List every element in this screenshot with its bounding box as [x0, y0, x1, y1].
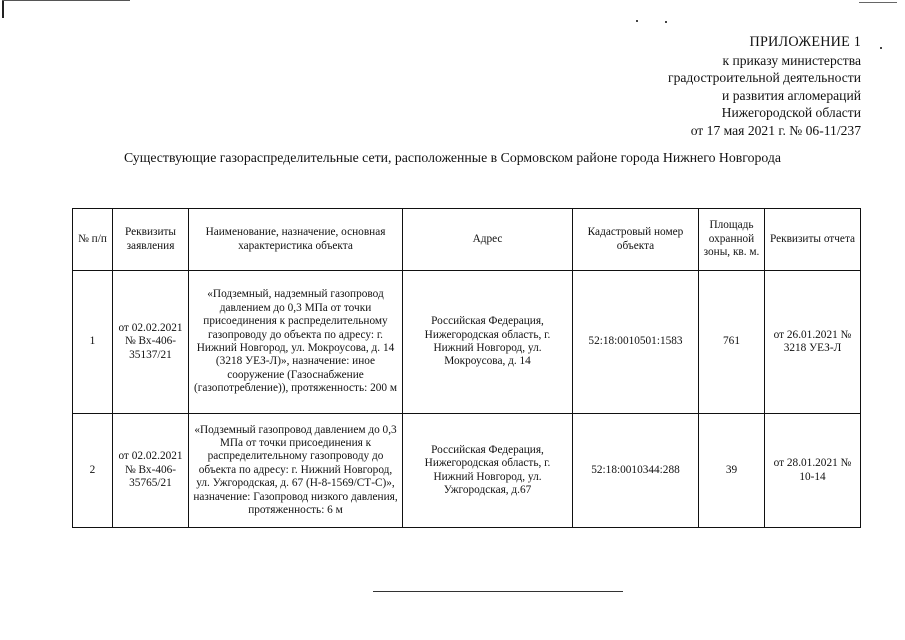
scan-artifact-dot: [665, 21, 667, 23]
scan-artifact-dot: [880, 47, 882, 49]
appendix-line: Нижегородской области: [721, 105, 861, 121]
appendix-line: градостроительной деятельности: [668, 70, 861, 86]
cell-report: от 26.01.2021 № 3218 УЕЗ-Л: [765, 271, 861, 414]
cell-application: от 02.02.2021 № Вх-406-35137/21: [113, 271, 189, 414]
appendix-title: ПРИЛОЖЕНИЕ 1: [749, 34, 861, 50]
header-cadastral: Кадастровый номер объекта: [573, 209, 699, 271]
cell-area: 761: [699, 271, 765, 414]
cell-cadastral: 52:18:0010344:288: [573, 414, 699, 528]
document-title: Существующие газораспределительные сети, расположенные в Сормовском районе города Нижнего Новгорода: [123, 150, 782, 165]
cell-description: «Подземный, надземный газопровод давлением до 0,3 МПа от точки присоединения к распределительному газопроводу до объекта по адресу: г. Нижний Новгород, ул. Мокроусова, д. 14 (3218 УЕЗ-Л)», назначение: иное сооружение (Газоснабжение (газопотребление)), протяженность: 200 м: [189, 271, 403, 414]
cell-number: 2: [73, 414, 113, 528]
cell-area: 39: [699, 414, 765, 528]
scan-artifact-top-line: [2, 0, 130, 1]
table-header-row: [73, 209, 861, 271]
scan-artifact-corner: [2, 0, 4, 18]
appendix-line: к приказу министерства: [722, 52, 861, 68]
bottom-divider: [373, 591, 623, 592]
cell-report: от 28.01.2021 № 10-14: [765, 414, 861, 528]
cell-number: 1: [73, 271, 113, 414]
table-row: [73, 271, 861, 414]
table-row: [73, 414, 861, 528]
scan-artifact-dot: [636, 20, 638, 22]
gas-network-table: [72, 208, 861, 528]
header-report: Реквизиты отчета: [765, 209, 861, 271]
header-description: Наименование, назначение, основная характеристика объекта: [189, 209, 403, 271]
appendix-line: и развития агломераций: [722, 87, 861, 103]
scan-artifact-top-right-line: [859, 2, 897, 3]
header-area: Площадь охранной зоны, кв. м.: [699, 209, 765, 271]
header-address: Адрес: [403, 209, 573, 271]
cell-application: от 02.02.2021 № Вх-406-35765/21: [113, 414, 189, 528]
appendix-header: [668, 34, 861, 140]
header-number: № п/п: [73, 209, 113, 271]
header-application: Реквизиты заявления: [113, 209, 189, 271]
appendix-date-line: от 17 мая 2021 г. № 06-11/237: [690, 122, 861, 138]
cell-cadastral: 52:18:0010501:1583: [573, 271, 699, 414]
cell-address: Российская Федерация, Нижегородская область, г. Нижний Новгород, ул. Ужгородская, д.67: [403, 414, 573, 528]
cell-address: Российская Федерация, Нижегородская область, г. Нижний Новгород, ул. Мокроусова, д. 14: [403, 271, 573, 414]
cell-description: «Подземный газопровод давлением до 0,3 МПа от точки присоединения к распределительному газопроводу до объекта по адресу: г. Нижний Новгород, ул. Ужгородская, д. 67 (Н-8-1569/СТ-С)», назначение: Газопровод низкого давления, протяженность: 6 м: [189, 414, 403, 528]
